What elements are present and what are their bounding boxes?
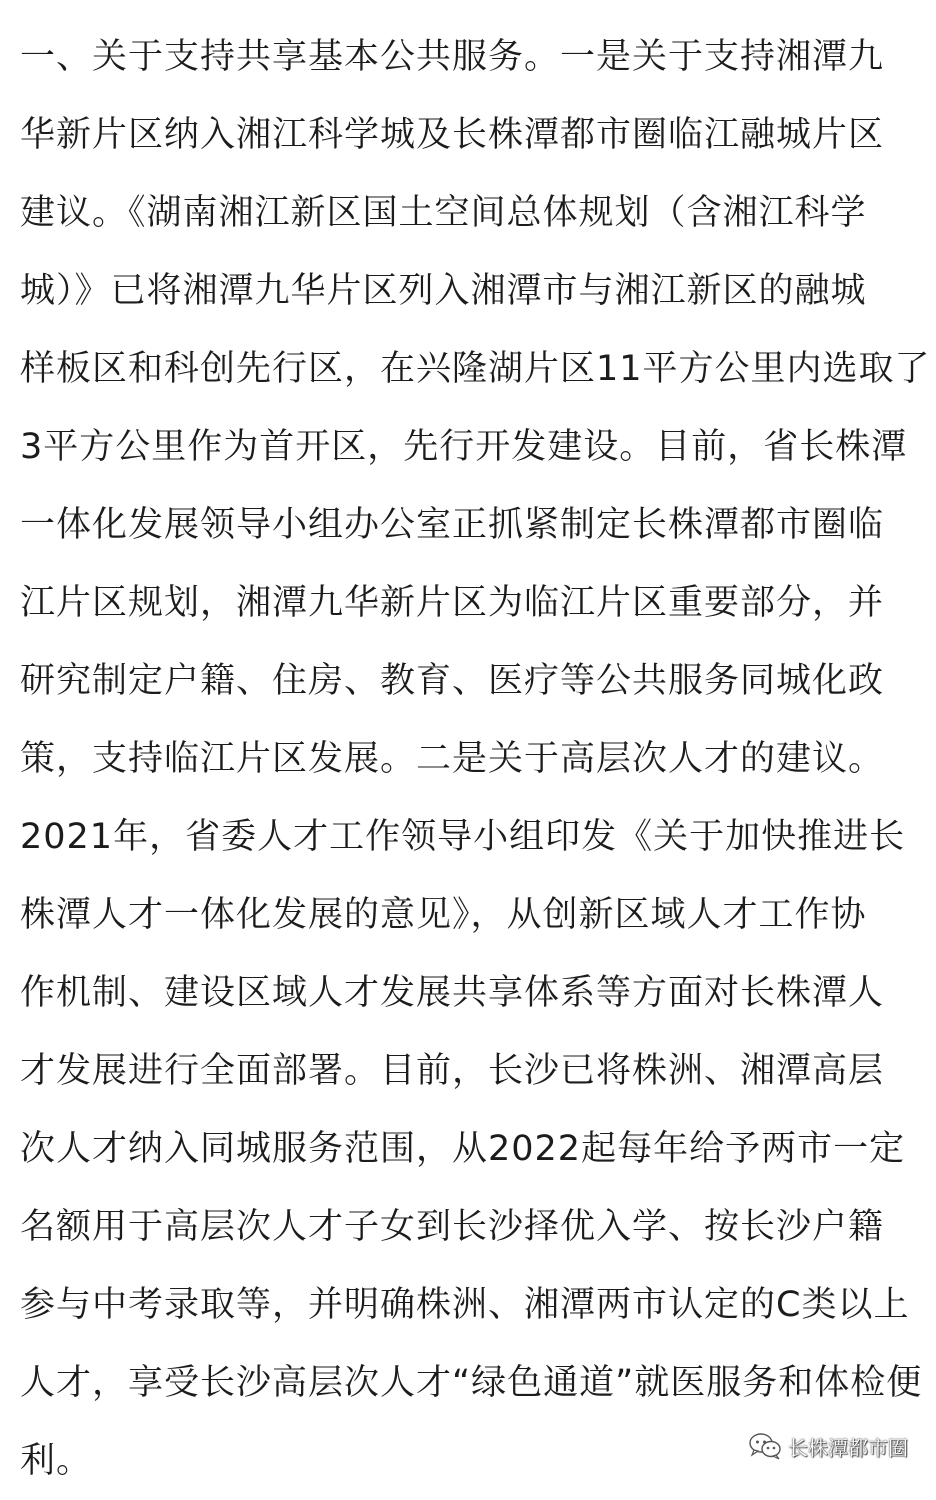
paragraph-line: 参与中考录取等，并明确株洲、湘潭两市认定的C类以上 <box>20 1285 910 1325</box>
paragraph-line: 利。 <box>20 1441 93 1481</box>
paragraph-line: 株潭人才一体化发展的意见》，从创新区域人才工作协 <box>20 895 867 935</box>
paragraph-line: 人才，享受长沙高层次人才“绿色通道”就医服务和体检便 <box>20 1363 923 1403</box>
paragraph-line: 名额用于高层次人才子女到长沙择优入学、按长沙户籍 <box>20 1207 885 1247</box>
watermark-text: 长株潭都市圈 <box>788 1435 908 1460</box>
paragraph-line: 样板区和科创先行区，在兴隆湖片区11平方公里内选取了 <box>20 349 931 389</box>
wechat-icon <box>748 1431 782 1461</box>
paragraph-line: 次人才纳入同城服务范围，从2022起每年给予两市一定 <box>20 1129 906 1169</box>
paragraph-line: 华新片区纳入湘江科学城及长株潭都市圈临江融城片区 <box>20 115 885 155</box>
paragraph-line: 3平方公里作为首开区，先行开发建设。目前，省长株潭 <box>20 427 908 467</box>
paragraph-line: 一体化发展领导小组办公室正抓紧制定长株潭都市圈临 <box>20 505 885 545</box>
paragraph-line: 2021年，省委人才工作领导小组印发《关于加快推进长 <box>20 817 906 857</box>
paragraph-line: 城）》已将湘潭九华片区列入湘潭市与湘江新区的融城 <box>20 271 867 311</box>
paragraph-line: 研究制定户籍、住房、教育、医疗等公共服务同城化政 <box>20 661 885 701</box>
paragraph-line: 策，支持临江片区发展。二是关于高层次人才的建议。 <box>20 739 885 779</box>
watermark <box>748 1428 908 1464</box>
paragraph-line: 一、关于支持共享基本公共服务。一是关于支持湘潭九 <box>20 37 885 77</box>
paragraph-line: 建议。《湖南湘江新区国土空间总体规划（含湘江科学 <box>20 193 867 233</box>
paragraph-line: 江片区规划，湘潭九华新片区为临江片区重要部分，并 <box>20 583 885 623</box>
paragraph-line: 才发展进行全面部署。目前，长沙已将株洲、湘潭高层 <box>20 1051 885 1091</box>
paragraph-line: 作机制、建设区域人才发展共享体系等方面对长株潭人 <box>20 973 885 1013</box>
